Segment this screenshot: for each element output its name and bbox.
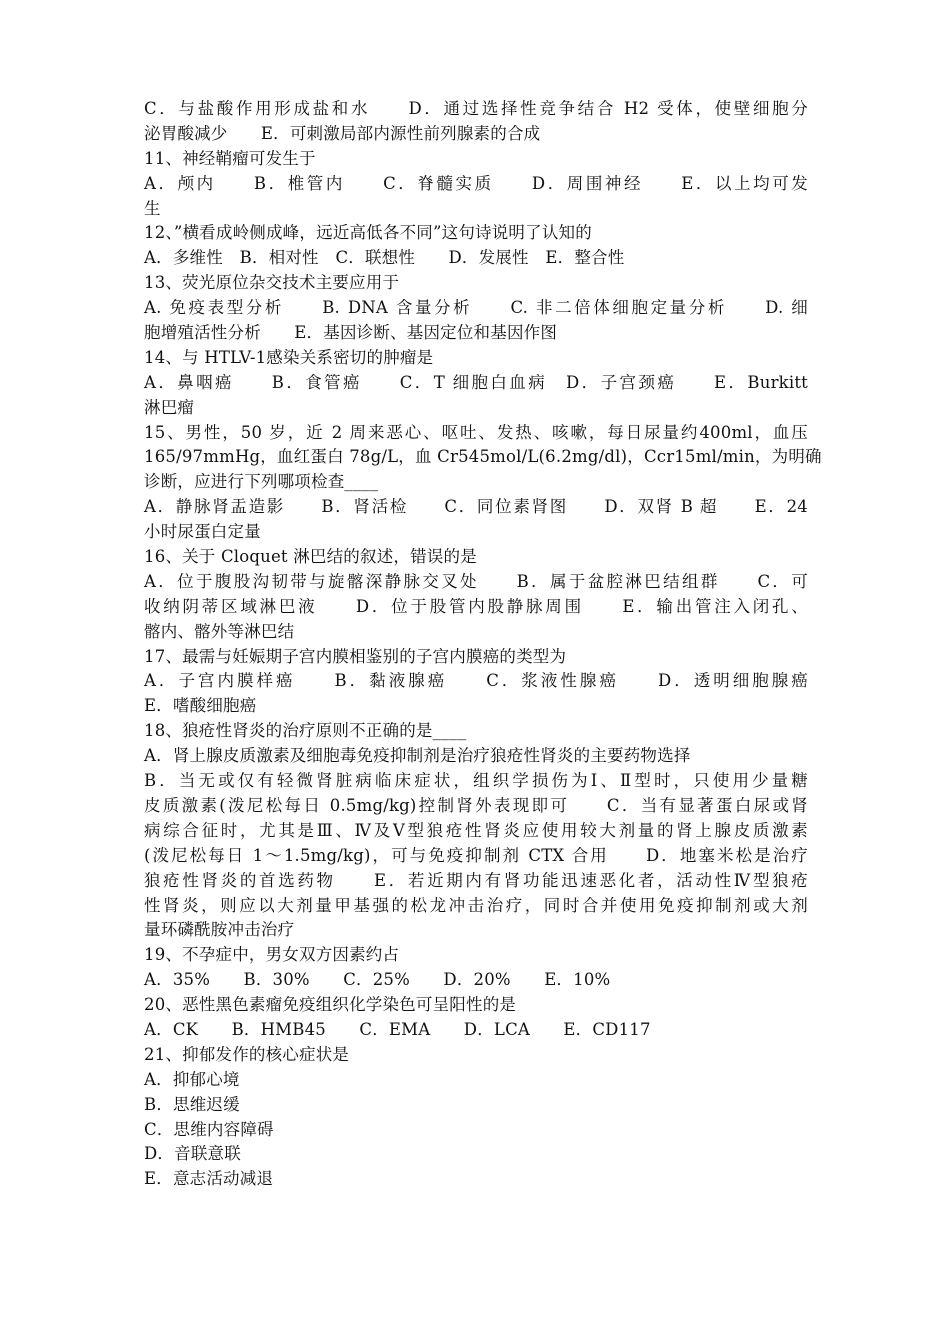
option-line: B．思维迟缓 <box>144 1094 240 1114</box>
question-12: 12、”横看成岭侧成峰，远近高低各不同”这句诗说明了认知的 <box>144 223 592 243</box>
option-line: D．音联意联 <box>144 1144 241 1164</box>
text-line: E．嗜酸细胞癌 <box>144 696 257 716</box>
text-line: A．颅内 B．椎管内 C．脊髓实质 D．周围神经 E．以上均可发 <box>144 173 808 193</box>
text-line: 诊断，应进行下列哪项检查____ <box>144 472 379 492</box>
text-line: A．静脉肾盂造影 B．肾活检 C．同位素肾图 D．双肾 B 超 E．24 <box>144 497 808 517</box>
question-17: 17、最需与妊娠期子宫内膜相鉴别的子宫内膜癌的类型为 <box>144 646 567 666</box>
text-line: A．子宫内膜样癌 B．黏液腺癌 C．浆液性腺癌 D．透明细胞腺癌 <box>144 671 808 691</box>
option-line: E．意志活动减退 <box>144 1169 274 1189</box>
question-11: 11、神经鞘瘤可发生于 <box>144 148 316 168</box>
text-line: 生 <box>144 198 161 218</box>
option-line: A．抑郁心境 <box>144 1069 240 1089</box>
text-line: 165/97mmHg，血红蛋白 78g/L，血 Cr545mol/L(6.2mg/dl)，Ccr15ml/min，为明确 <box>144 447 822 467</box>
text-line: 病综合征时，尤其是Ⅲ、Ⅳ及Ⅴ型狼疮性肾炎应使用较大剂量的肾上腺皮质激素 <box>144 820 808 840</box>
option-line: C．思维内容障碍 <box>144 1119 274 1139</box>
text-line: 皮质激素(泼尼松每日 0.5mg/kg)控制肾外表现即可 C．当有显著蛋白尿或肾 <box>144 795 808 815</box>
question-14: 14、与 HTLV-1感染关系密切的肿瘤是 <box>144 347 434 367</box>
text-line: B．当无或仅有轻微肾脏病临床症状，组织学损伤为Ⅰ、Ⅱ型时，只使用少量糖 <box>144 771 808 791</box>
text-line: A．鼻咽癌 B．食管癌 C．T 细胞白血病 D．子宫颈癌 E．Burkitt <box>144 372 808 392</box>
question-13: 13、荧光原位杂交技术主要应用于 <box>144 273 400 293</box>
text-line: A．CK B．HMB45 C．EMA D．LCA E．CD117 <box>144 1019 651 1039</box>
question-19: 19、不孕症中，男女双方因素约占 <box>144 945 400 965</box>
text-line: (泼尼松每日 1～1.5mg/kg)，可与免疫抑制剂 CTX 合用 D．地塞米松是治疗 <box>144 845 808 865</box>
question-16: 16、关于 Cloquet 淋巴结的叙述，错误的是 <box>144 547 477 567</box>
question-18: 18、狼疮性肾炎的治疗原则不正确的是____ <box>144 721 467 741</box>
text-line: 淋巴瘤 <box>144 397 195 417</box>
text-line: 量环磷酰胺冲击治疗 <box>144 920 295 940</box>
document-body <box>144 97 822 1192</box>
text-line: 泌胃酸减少 E．可刺激局部内源性前列腺素的合成 <box>144 123 541 143</box>
text-line: 狼疮性肾炎的首选药物 E．若近期内有肾功能迅速恶化者，活动性Ⅳ型狼疮 <box>144 870 808 890</box>
text-line: C．与盐酸作用形成盐和水 D．通过选择性竞争结合 H2 受体，使壁细胞分 <box>144 99 808 118</box>
text-line: A．35% B．30% C．25% D．20% E．10% <box>144 970 611 990</box>
text-line: 胞增殖活性分析 E．基因诊断、基因定位和基因作图 <box>144 323 558 343</box>
text-line: 收纳阴蒂区域淋巴液 D．位于股管内股静脉周围 E．输出管注入闭孔、 <box>144 596 808 616</box>
text-line: 髂内、髂外等淋巴结 <box>144 621 295 641</box>
text-line: A．肾上腺皮质激素及细胞毒免疫抑制剂是治疗狼疮性肾炎的主要药物选择 <box>144 746 691 766</box>
question-21: 21、抑郁发作的核心症状是 <box>144 1044 350 1064</box>
text-line: 性肾炎，则应以大剂量甲基强的松龙冲击治疗，同时合并使用免疫抑制剂或大剂 <box>144 895 808 915</box>
question-15: 15、男性，50 岁，近 2 周来恶心、呕吐、发热、咳嗽，每日尿量约400ml，血压 <box>144 422 808 442</box>
question-20: 20、恶性黑色素瘤免疫组织化学染色可呈阳性的是 <box>144 995 517 1015</box>
text-line: A. 免疫表型分析 B. DNA 含量分析 C. 非二倍体细胞定量分析 D. 细 <box>144 298 808 318</box>
text-line: 小时尿蛋白定量 <box>144 522 261 542</box>
text-line: A．位于腹股沟韧带与旋髂深静脉交叉处 B．属于盆腔淋巴结组群 C．可 <box>144 571 808 591</box>
text-line: A．多维性 B．相对性 C．联想性 D．发展性 E．整合性 <box>144 248 625 268</box>
